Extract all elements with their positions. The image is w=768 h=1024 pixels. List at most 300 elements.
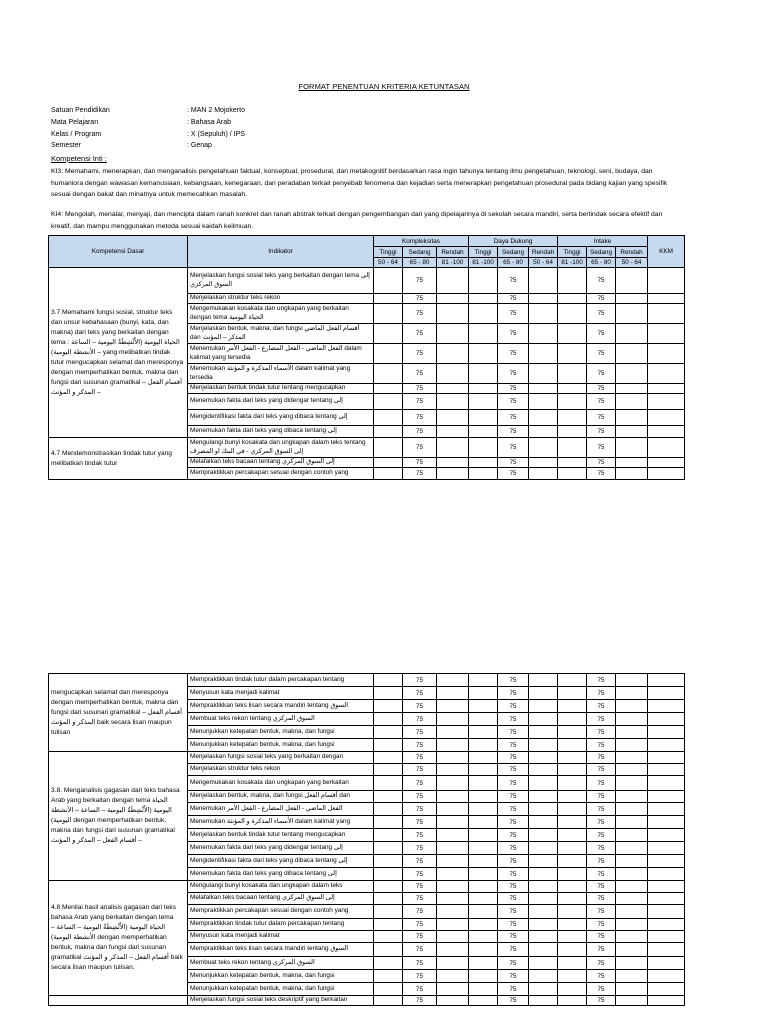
- kkm-value-cell: 75: [403, 458, 437, 468]
- empty-cell: [616, 364, 648, 384]
- empty-cell: [616, 931, 648, 943]
- kkm-value-cell: 75: [587, 344, 616, 364]
- kkm-value-cell: 75: [403, 713, 437, 726]
- empty-cell: [437, 919, 469, 931]
- empty-cell: [374, 752, 403, 764]
- header-kompetensi-dasar: Kompetensi Dasar: [49, 236, 188, 268]
- empty-cell: [648, 438, 685, 458]
- empty-cell: [437, 855, 469, 868]
- indikator-cell: Menunjukkan ketepatan bentuk, makna, dan fungsi: [188, 970, 374, 983]
- empty-cell: [374, 957, 403, 970]
- kkm-value-cell: 75: [587, 713, 616, 726]
- empty-cell: [469, 344, 498, 364]
- indikator-cell: Mengidentifikasi fakta dari teks yang dibaca tentang إلى: [188, 855, 374, 868]
- empty-cell: [469, 674, 498, 687]
- indikator-cell: Menunjukkan ketepatan bentuk, makna, dan fungsi: [188, 983, 374, 996]
- empty-cell: [469, 881, 498, 893]
- indikator-cell: Menjelaskan fungsi sosial teks yang berkaitan dengan: [188, 752, 374, 764]
- empty-cell: [616, 776, 648, 791]
- empty-cell: [558, 893, 587, 905]
- empty-cell: [374, 996, 403, 1006]
- empty-cell: [469, 776, 498, 791]
- empty-cell: [616, 324, 648, 344]
- kkm-value-cell: 75: [403, 438, 437, 458]
- kkm-value-cell: 75: [498, 268, 529, 294]
- empty-cell: [648, 970, 685, 983]
- kkm-value-cell: 75: [403, 726, 437, 739]
- empty-cell: [374, 687, 403, 700]
- kkm-value-cell: 75: [498, 829, 529, 842]
- kkm-value-cell: 75: [403, 294, 437, 304]
- empty-cell: [529, 438, 558, 458]
- header-daya-dukung: Daya Dukung: [469, 236, 558, 247]
- indikator-cell: Mempraktikkan percakapan sesuai dengan contoh yang: [188, 905, 374, 919]
- empty-cell: [529, 764, 558, 776]
- kkm-value-cell: 75: [587, 324, 616, 344]
- empty-cell: [437, 803, 469, 816]
- empty-cell: [529, 970, 558, 983]
- empty-cell: [529, 842, 558, 855]
- indikator-cell: Mempraktikkan teks lisan secara mandiri tentang السوق: [188, 943, 374, 957]
- kkm-value-cell: 75: [587, 776, 616, 791]
- empty-cell: [437, 764, 469, 776]
- meta-label: Semester: [51, 142, 81, 150]
- empty-cell: [616, 458, 648, 468]
- empty-cell: [529, 458, 558, 468]
- kkm-value-cell: 75: [403, 829, 437, 842]
- empty-cell: [469, 384, 498, 394]
- empty-cell: [437, 931, 469, 943]
- empty-cell: [648, 931, 685, 943]
- kkm-value-cell: 75: [498, 752, 529, 764]
- empty-cell: [437, 842, 469, 855]
- empty-cell: [529, 829, 558, 842]
- empty-cell: [374, 905, 403, 919]
- empty-cell: [558, 957, 587, 970]
- kkm-value-cell: 75: [498, 458, 529, 468]
- indikator-cell: Mengulangi bunyi kosakata dan ungkapan dalam teks tentang إلى السوق المركزي - في البنك او المصرف: [188, 438, 374, 458]
- empty-cell: [558, 776, 587, 791]
- kkm-value-cell: 75: [403, 364, 437, 384]
- empty-cell: [558, 829, 587, 842]
- empty-cell: [469, 364, 498, 384]
- kkm-value-cell: 75: [587, 410, 616, 426]
- empty-cell: [648, 776, 685, 791]
- empty-cell: [529, 713, 558, 726]
- empty-cell: [529, 468, 558, 480]
- kkm-value-cell: 75: [587, 739, 616, 752]
- empty-cell: [374, 438, 403, 458]
- table-row: [49, 996, 685, 1006]
- empty-cell: [469, 458, 498, 468]
- empty-cell: [648, 364, 685, 384]
- kkm-value-cell: 75: [498, 970, 529, 983]
- kkm-value-cell: 75: [498, 842, 529, 855]
- empty-cell: [558, 905, 587, 919]
- kkm-value-cell: 75: [403, 816, 437, 829]
- empty-cell: [469, 943, 498, 957]
- header-level: Tinggi: [558, 247, 587, 258]
- empty-cell: [648, 700, 685, 713]
- empty-cell: [529, 803, 558, 816]
- empty-cell: [529, 983, 558, 996]
- empty-cell: [437, 294, 469, 304]
- indikator-cell: Membuat teks rekon tentang السوق المركزي: [188, 713, 374, 726]
- indikator-cell: Menunjukkan ketepatan bentuk, makna, dan fungsi: [188, 739, 374, 752]
- indikator-cell: Menjelaskan struktur teks rekon: [188, 764, 374, 776]
- empty-cell: [469, 816, 498, 829]
- empty-cell: [616, 842, 648, 855]
- empty-cell: [648, 983, 685, 996]
- empty-cell: [469, 931, 498, 943]
- empty-cell: [648, 752, 685, 764]
- header-range: 65 - 80: [587, 258, 616, 268]
- empty-cell: [558, 868, 587, 881]
- empty-cell: [437, 829, 469, 842]
- empty-cell: [648, 943, 685, 957]
- empty-cell: [437, 438, 469, 458]
- empty-cell: [648, 829, 685, 842]
- empty-cell: [437, 752, 469, 764]
- empty-cell: [648, 905, 685, 919]
- empty-cell: [558, 943, 587, 957]
- empty-cell: [616, 855, 648, 868]
- empty-cell: [374, 931, 403, 943]
- empty-cell: [558, 294, 587, 304]
- empty-cell: [529, 394, 558, 410]
- empty-cell: [529, 674, 558, 687]
- empty-cell: [558, 842, 587, 855]
- kkm-value-cell: 75: [403, 893, 437, 905]
- indikator-cell: Menyusun kata menjadi kalimat: [188, 687, 374, 700]
- kkm-value-cell: 75: [498, 996, 529, 1006]
- kkm-value-cell: 75: [587, 700, 616, 713]
- kkm-value-cell: 75: [403, 764, 437, 776]
- kkm-value-cell: 75: [587, 764, 616, 776]
- kompetensi-dasar-cell: [49, 996, 188, 1006]
- empty-cell: [469, 304, 498, 324]
- kkm-value-cell: 75: [403, 384, 437, 394]
- empty-cell: [616, 713, 648, 726]
- empty-cell: [558, 919, 587, 931]
- empty-cell: [616, 394, 648, 410]
- school-info: [51, 105, 245, 152]
- empty-cell: [374, 700, 403, 713]
- empty-cell: [529, 364, 558, 384]
- kkm-value-cell: 75: [403, 324, 437, 344]
- empty-cell: [469, 893, 498, 905]
- header-kkm: KKM: [648, 236, 685, 268]
- empty-cell: [437, 996, 469, 1006]
- meta-row: [51, 117, 245, 129]
- table-row: [49, 674, 685, 687]
- kkm-value-cell: 75: [403, 304, 437, 324]
- empty-cell: [616, 426, 648, 438]
- empty-cell: [558, 364, 587, 384]
- kkm-value-cell: 75: [403, 996, 437, 1006]
- kkm-value-cell: 75: [587, 268, 616, 294]
- empty-cell: [616, 438, 648, 458]
- empty-cell: [616, 905, 648, 919]
- empty-cell: [469, 868, 498, 881]
- kkm-value-cell: 75: [498, 344, 529, 364]
- empty-cell: [558, 394, 587, 410]
- kkm-value-cell: 75: [403, 739, 437, 752]
- kkm-value-cell: 75: [403, 776, 437, 791]
- empty-cell: [558, 764, 587, 776]
- indikator-cell: Mengidentifikasi fakta dari teks yang dibaca tentang إلى: [188, 410, 374, 426]
- kkm-value-cell: 75: [498, 943, 529, 957]
- meta-value: : Bahasa Arab: [187, 118, 231, 126]
- empty-cell: [616, 752, 648, 764]
- empty-cell: [616, 294, 648, 304]
- empty-cell: [648, 996, 685, 1006]
- empty-cell: [529, 855, 558, 868]
- empty-cell: [469, 957, 498, 970]
- indikator-cell: Menjelaskan fungsi sosial teks deskriptif yang berkaitan: [188, 996, 374, 1006]
- kompetensi-inti-heading: Kompetensi Inti :: [51, 154, 107, 163]
- empty-cell: [469, 970, 498, 983]
- empty-cell: [437, 983, 469, 996]
- empty-cell: [374, 713, 403, 726]
- header-range: 81 -100: [469, 258, 498, 268]
- empty-cell: [374, 384, 403, 394]
- header-range: 65 - 80: [498, 258, 529, 268]
- meta-label: Mata Pelajaran: [51, 118, 99, 126]
- empty-cell: [469, 919, 498, 931]
- empty-cell: [469, 739, 498, 752]
- kkm-value-cell: 75: [498, 294, 529, 304]
- empty-cell: [437, 776, 469, 791]
- kkm-table-page2: [48, 673, 685, 1006]
- empty-cell: [469, 996, 498, 1006]
- meta-label: Kelas / Program: [51, 130, 102, 138]
- empty-cell: [648, 791, 685, 803]
- indikator-cell: Menemukan الأسماء المذكرة و المؤنثة dalam kalimat yang: [188, 816, 374, 829]
- indikator-cell: Mengemukakan kosakata dan ungkapan yang berkaitan dengan tema الحياة اليومية: [188, 304, 374, 324]
- empty-cell: [437, 791, 469, 803]
- empty-cell: [558, 304, 587, 324]
- empty-cell: [529, 943, 558, 957]
- empty-cell: [437, 881, 469, 893]
- kkm-value-cell: 75: [498, 687, 529, 700]
- empty-cell: [469, 687, 498, 700]
- empty-cell: [616, 674, 648, 687]
- empty-cell: [469, 764, 498, 776]
- header-range: 50 - 64: [374, 258, 403, 268]
- kkm-value-cell: 75: [587, 394, 616, 410]
- empty-cell: [648, 957, 685, 970]
- empty-cell: [374, 364, 403, 384]
- kkm-value-cell: 75: [587, 970, 616, 983]
- kkm-value-cell: 75: [587, 791, 616, 803]
- kkm-value-cell: 75: [587, 752, 616, 764]
- indikator-cell: Menemukan الأسماء المذكرة و المؤنثة dalam kalimat yang tersedia: [188, 364, 374, 384]
- empty-cell: [437, 970, 469, 983]
- kkm-value-cell: 75: [403, 791, 437, 803]
- ki3-paragraph: KI3: Memahami, menerapkan, dan menganalisis pengetahuan faktual, konseptual, prosedural, dan metakognitif berdasarkan rasa ingin tahunya tentang ilmu pengetahuan, teknologi, seni, budaya, dan humaniora dengan wawasan kemanusiaan, kebangsaan, kenegaraan, dan peradaban terkait penyebab fenomena dan kejadian serta menerapkan pengetahuan prosedural pada bidang kajian yang spesifik sesuai dengan bakat dan minatnya untuk memecahkan masalah.: [51, 168, 668, 198]
- empty-cell: [437, 700, 469, 713]
- kkm-value-cell: 75: [498, 468, 529, 480]
- empty-cell: [437, 868, 469, 881]
- empty-cell: [616, 893, 648, 905]
- empty-cell: [648, 803, 685, 816]
- empty-cell: [374, 726, 403, 739]
- empty-cell: [616, 868, 648, 881]
- kkm-value-cell: 75: [587, 943, 616, 957]
- kkm-value-cell: 75: [498, 983, 529, 996]
- empty-cell: [616, 468, 648, 480]
- kkm-value-cell: 75: [403, 842, 437, 855]
- kkm-value-cell: 75: [498, 700, 529, 713]
- empty-cell: [529, 687, 558, 700]
- header-level: Rendah: [529, 247, 558, 258]
- empty-cell: [648, 855, 685, 868]
- meta-value: : X (Sepuluh) / IPS: [187, 130, 245, 138]
- kkm-value-cell: 75: [403, 931, 437, 943]
- kkm-value-cell: 75: [403, 868, 437, 881]
- kkm-value-cell: 75: [587, 426, 616, 438]
- indikator-cell: Menemukan fakta dari teks yang dibaca tentang إلى: [188, 868, 374, 881]
- empty-cell: [374, 304, 403, 324]
- indikator-cell: Menemukan الفعل الماضي - الفعل المضارع - الفعل الأمر dalam kalimat yang tersedia: [188, 344, 374, 364]
- empty-cell: [374, 943, 403, 957]
- empty-cell: [616, 983, 648, 996]
- kkm-value-cell: 75: [403, 268, 437, 294]
- empty-cell: [529, 700, 558, 713]
- kkm-value-cell: 75: [498, 881, 529, 893]
- header-level: Sedang: [403, 247, 437, 258]
- empty-cell: [558, 752, 587, 764]
- kkm-value-cell: 75: [587, 458, 616, 468]
- indikator-cell: Menjelaskan fungsi sosial teks yang berkaitan dengan tema إلى السوق المركزي: [188, 268, 374, 294]
- kkm-value-cell: 75: [587, 842, 616, 855]
- empty-cell: [469, 829, 498, 842]
- empty-cell: [648, 410, 685, 426]
- kkm-value-cell: 75: [403, 700, 437, 713]
- kompetensi-dasar-cell: mengucapkan selamat dan meresponya dengan memperhatikan bentuk, makna dan fungsi dari susunan gramatikal أقسام الفعل – المذكر و المؤنث baik secara lisan maupun tulisan: [49, 674, 188, 752]
- empty-cell: [469, 713, 498, 726]
- empty-cell: [648, 893, 685, 905]
- empty-cell: [616, 384, 648, 394]
- kkm-value-cell: 75: [498, 905, 529, 919]
- kkm-value-cell: 75: [587, 803, 616, 816]
- empty-cell: [437, 304, 469, 324]
- empty-cell: [648, 394, 685, 410]
- meta-row: [51, 129, 245, 141]
- empty-cell: [469, 752, 498, 764]
- empty-cell: [616, 726, 648, 739]
- meta-row: [51, 140, 245, 152]
- empty-cell: [469, 268, 498, 294]
- header-range: 81 -100: [437, 258, 469, 268]
- empty-cell: [374, 983, 403, 996]
- empty-cell: [437, 893, 469, 905]
- empty-cell: [616, 764, 648, 776]
- empty-cell: [529, 776, 558, 791]
- empty-cell: [437, 458, 469, 468]
- indikator-cell: Menemukan fakta dari teks yang didengar tentang إلى: [188, 394, 374, 410]
- meta-value: : Genap: [187, 142, 212, 150]
- kkm-value-cell: 75: [498, 776, 529, 791]
- empty-cell: [374, 842, 403, 855]
- kkm-value-cell: 75: [403, 803, 437, 816]
- empty-cell: [529, 294, 558, 304]
- kkm-value-cell: 75: [403, 674, 437, 687]
- header-range: 50 - 64: [529, 258, 558, 268]
- kkm-value-cell: 75: [498, 713, 529, 726]
- empty-cell: [437, 468, 469, 480]
- kkm-value-cell: 75: [498, 674, 529, 687]
- kompetensi-dasar-cell: 4.8 Menilai hasil analisis gagasan dari teks bahasa Arab yang berkaitan dengan tema الحياة اليومية (الأَنْشِطَةُ اليومية – الساعة – الأنشطة اليومية) dengan memperhatikan bentuk, makna dan fungsi dari susunan gramatikal أقسام الفعل – المذكر و المؤنث baik secara lisan maupun tulisan.: [49, 881, 188, 996]
- empty-cell: [529, 931, 558, 943]
- empty-cell: [616, 943, 648, 957]
- kkm-value-cell: 75: [587, 438, 616, 458]
- empty-cell: [558, 983, 587, 996]
- empty-cell: [374, 394, 403, 410]
- header-range: 50 - 64: [616, 258, 648, 268]
- kkm-value-cell: 75: [587, 829, 616, 842]
- kkm-value-cell: 75: [587, 384, 616, 394]
- empty-cell: [469, 438, 498, 458]
- empty-cell: [616, 304, 648, 324]
- kkm-value-cell: 75: [403, 410, 437, 426]
- header-level: Rendah: [437, 247, 469, 258]
- empty-cell: [558, 687, 587, 700]
- empty-cell: [558, 438, 587, 458]
- kkm-value-cell: 75: [498, 764, 529, 776]
- empty-cell: [374, 674, 403, 687]
- indikator-cell: Mempraktikkan tindak tutur dalam percakapan tentang: [188, 919, 374, 931]
- empty-cell: [616, 881, 648, 893]
- empty-cell: [469, 842, 498, 855]
- empty-cell: [374, 468, 403, 480]
- kkm-value-cell: 75: [403, 344, 437, 364]
- empty-cell: [529, 791, 558, 803]
- empty-cell: [648, 674, 685, 687]
- empty-cell: [374, 739, 403, 752]
- empty-cell: [616, 957, 648, 970]
- kkm-value-cell: 75: [403, 970, 437, 983]
- empty-cell: [437, 268, 469, 294]
- empty-cell: [616, 803, 648, 816]
- kkm-value-cell: 75: [498, 364, 529, 384]
- kkm-value-cell: 75: [498, 410, 529, 426]
- empty-cell: [648, 384, 685, 394]
- empty-cell: [469, 426, 498, 438]
- empty-cell: [648, 468, 685, 480]
- header-range: 81 -100: [558, 258, 587, 268]
- kkm-value-cell: 75: [498, 739, 529, 752]
- kkm-value-cell: 75: [498, 324, 529, 344]
- kkm-value-cell: 75: [403, 881, 437, 893]
- empty-cell: [558, 996, 587, 1006]
- empty-cell: [648, 458, 685, 468]
- empty-cell: [374, 426, 403, 438]
- empty-cell: [648, 842, 685, 855]
- empty-cell: [374, 268, 403, 294]
- kkm-value-cell: 75: [403, 905, 437, 919]
- empty-cell: [616, 970, 648, 983]
- kompetensi-dasar-cell: 3.7 Memahami fungsi sosial, struktur teks dan unsur kebahasaan (bunyi, kata, dan makna) dari teks yang berkaitan dengan tema : الحياة اليومية (الأَنْشِطَةُ اليومية – الساعة – الأنشطة اليومية) yang melibatkan tindak tutur mengucapkan selamat dan meresponya dengan memperhatikan bentuk, makna dan fungsi dari susunan gramatikal أقسام الفعل – المذكر و المؤنث –: [49, 268, 188, 438]
- empty-cell: [558, 713, 587, 726]
- empty-cell: [469, 700, 498, 713]
- empty-cell: [529, 868, 558, 881]
- indikator-cell: Menunjukkan ketepatan bentuk, makna, dan fungsi: [188, 726, 374, 739]
- kkm-value-cell: 75: [498, 919, 529, 931]
- empty-cell: [529, 881, 558, 893]
- empty-cell: [469, 410, 498, 426]
